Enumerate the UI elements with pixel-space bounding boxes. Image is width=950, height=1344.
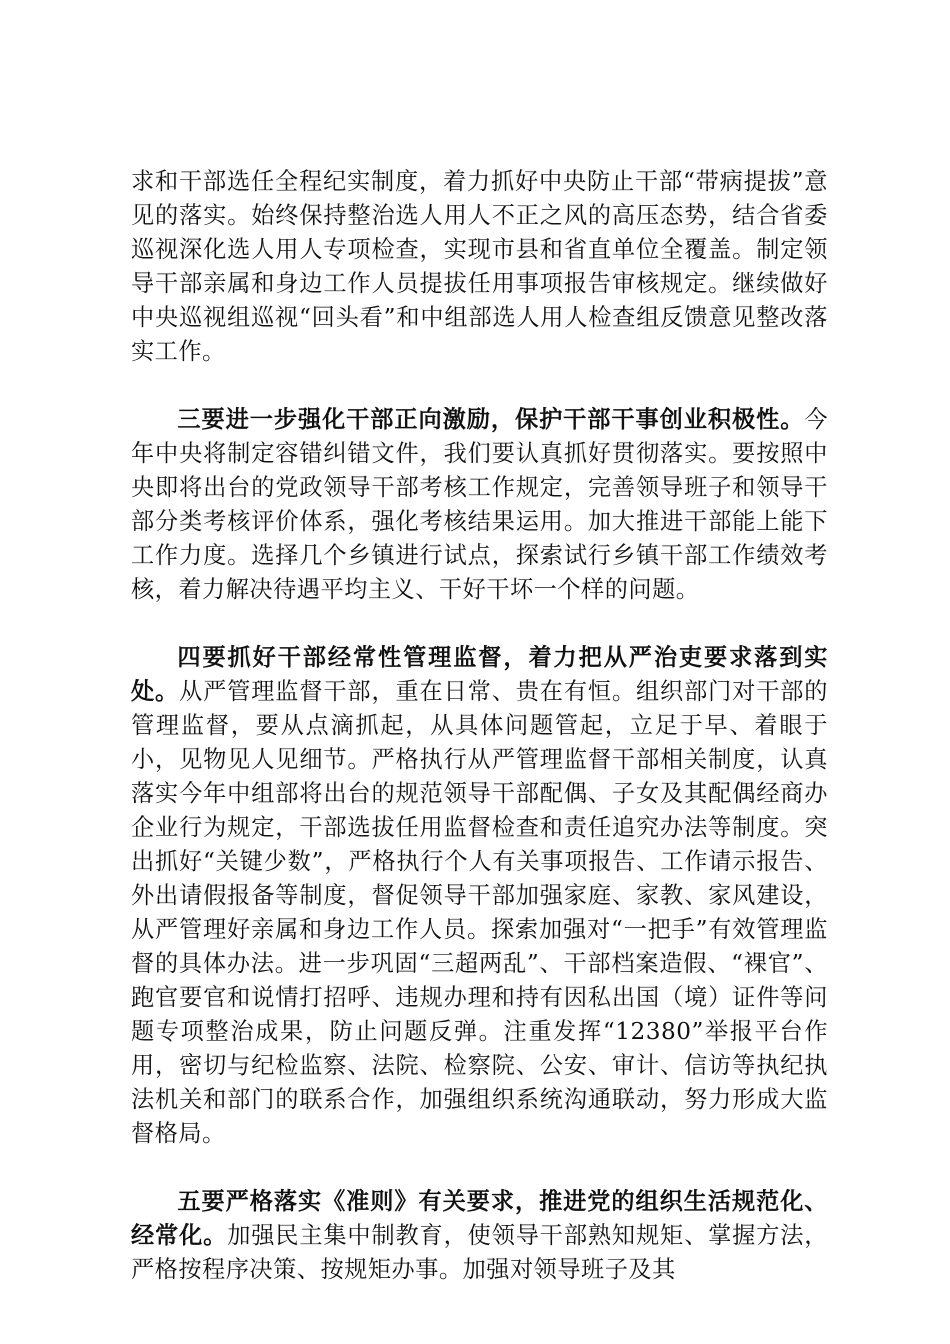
paragraph-body: 今年中央将制定容错纠错文件，我们要认真抓好贯彻落实。要按照中央即将出台的党政领导干部考核工作规定，完善领导班子和领导干部分类考核评价体系，强化考核结果运用。加大推进干部能上能下工作力度。选择几个乡镇进行试点，探索试行乡镇干部工作绩效考核，着力解决待遇平均主义、干好干坏一个样的问题。 — [131, 406, 828, 603]
paragraph-section-four — [131, 641, 828, 1151]
paragraph-section-five — [131, 1185, 828, 1287]
paragraph-section-three — [131, 403, 828, 607]
paragraph-heading: 四要抓好干部经常性管理监督，着力把从严治吏要求落到实处。 — [131, 644, 828, 705]
paragraph-body: 求和干部选任全程纪实制度，着力抓好中央防止干部“带病提拔”意见的落实。始终保持整治选人用人不正之风的高压态势，结合省委巡视深化选人用人专项检查，实现市县和省直单位全覆盖。制定领导干部亲属和身边工作人员提拔任用事项报告审核规定。继续做好中央巡视组巡视“回头看”和中组部选人用人检查组反馈意见整改落实工作。 — [131, 168, 828, 365]
document-page — [131, 165, 828, 1287]
paragraph-heading: 五要严格落实《准则》有关要求，推进党的组织生活规范化、经常化。 — [131, 1188, 828, 1249]
paragraph-body: 加强民主集中制教育，使领导干部熟知规矩、掌握方法，严格按程序决策、按规矩办事。加强对领导班子及其 — [131, 1222, 828, 1283]
paragraph-continuation — [131, 165, 828, 369]
paragraph-body: 从严管理监督干部，重在日常、贵在有恒。组织部门对干部的管理监督，要从点滴抓起，从具体问题管起，立足于早、着眼于小，见物见人见细节。严格执行从严管理监督干部相关制度，认真落实今年中组部将出台的规范领导干部配偶、子女及其配偶经商办企业行为规定，干部选拔任用监督检查和责任追究办法等制度。突出抓好“关键少数”，严格执行个人有关事项报告、工作请示报告、外出请假报备等制度，督促领导干部加强家庭、家教、家风建设，从严管理好亲属和身边工作人员。探索加强对“一把手”有效管理监督的具体办法。进一步巩固“三超两乱”、干部档案造假、“裸官”、跑官要官和说情打招呼、违规办理和持有因私出国（境）证件等问题专项整治成果，防止问题反弹。注重发挥“12380”举报平台作用，密切与纪检监察、法院、检察院、公安、审计、信访等执纪执法机关和部门的联系合作，加强组织系统沟通联动，努力形成大监督格局。 — [131, 678, 828, 1147]
paragraph-heading: 三要进一步强化干部正向激励，保护干部干事创业积极性。 — [177, 406, 805, 433]
